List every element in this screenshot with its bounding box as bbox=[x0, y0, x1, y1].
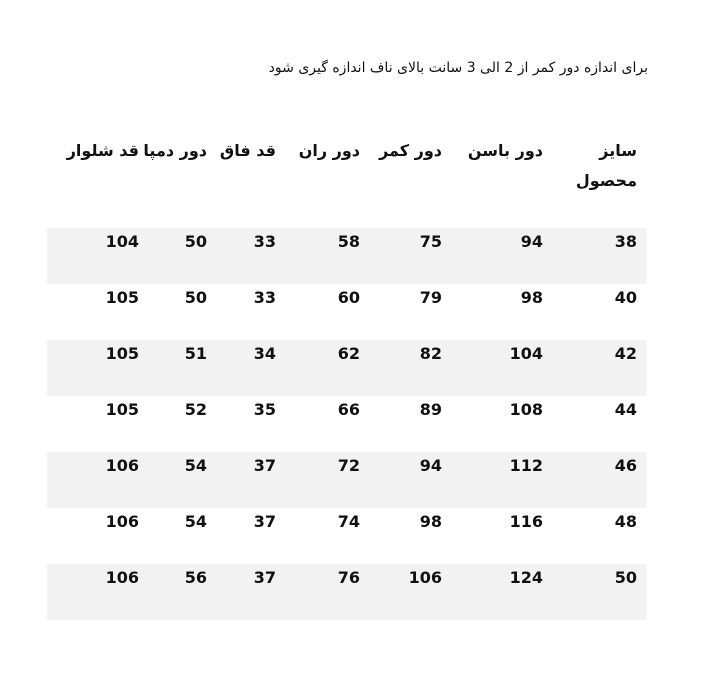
cell-waist: 98 bbox=[419, 512, 442, 531]
cell-pants-length: 104 bbox=[105, 232, 139, 251]
cell-hem: 52 bbox=[184, 400, 207, 419]
cell-size: 44 bbox=[614, 400, 637, 419]
cell-thigh: 60 bbox=[337, 288, 360, 307]
cell-thigh: 66 bbox=[337, 400, 360, 419]
cell-rise: 37 bbox=[253, 568, 276, 587]
table-header-row bbox=[47, 130, 647, 228]
cell-pants-length: 106 bbox=[105, 568, 139, 587]
cell-waist: 94 bbox=[419, 456, 442, 475]
cell-pants-length: 106 bbox=[105, 456, 139, 475]
cell-rise: 35 bbox=[253, 400, 276, 419]
cell-pants-length: 105 bbox=[105, 288, 139, 307]
cell-hip: 108 bbox=[509, 400, 543, 419]
cell-hem: 51 bbox=[184, 344, 207, 363]
cell-waist: 75 bbox=[419, 232, 442, 251]
cell-size: 46 bbox=[614, 456, 637, 475]
cell-hem: 54 bbox=[184, 456, 207, 475]
cell-hip: 112 bbox=[509, 456, 543, 475]
table-row bbox=[47, 452, 647, 508]
table-row bbox=[47, 508, 647, 564]
cell-hem: 56 bbox=[184, 568, 207, 587]
table-row bbox=[47, 564, 647, 620]
table-row bbox=[47, 228, 647, 284]
cell-hip: 124 bbox=[509, 568, 543, 587]
cell-waist: 106 bbox=[408, 568, 442, 587]
cell-thigh: 72 bbox=[337, 456, 360, 475]
cell-hem: 54 bbox=[184, 512, 207, 531]
cell-thigh: 58 bbox=[337, 232, 360, 251]
cell-thigh: 74 bbox=[337, 512, 360, 531]
cell-waist: 79 bbox=[419, 288, 442, 307]
table-row bbox=[47, 340, 647, 396]
header-rise: قد فاق bbox=[219, 141, 276, 160]
cell-rise: 33 bbox=[253, 232, 276, 251]
measurement-note: برای اندازه دور کمر از 2 الی 3 سانت بالای ناف اندازه گیری شود bbox=[268, 60, 648, 76]
header-product-size: سایز محصول bbox=[575, 141, 637, 190]
cell-size: 48 bbox=[614, 512, 637, 531]
header-waist: دور کمر bbox=[379, 141, 442, 160]
size-table bbox=[47, 130, 647, 620]
cell-hem: 50 bbox=[184, 288, 207, 307]
cell-rise: 34 bbox=[253, 344, 276, 363]
table-row bbox=[47, 284, 647, 340]
cell-rise: 37 bbox=[253, 456, 276, 475]
cell-hip: 116 bbox=[509, 512, 543, 531]
cell-rise: 33 bbox=[253, 288, 276, 307]
cell-hip: 94 bbox=[520, 232, 543, 251]
header-pants-length: قد شلوار bbox=[66, 141, 139, 160]
cell-size: 50 bbox=[614, 568, 637, 587]
cell-size: 40 bbox=[614, 288, 637, 307]
cell-hip: 104 bbox=[509, 344, 543, 363]
cell-pants-length: 105 bbox=[105, 344, 139, 363]
cell-pants-length: 105 bbox=[105, 400, 139, 419]
table-row bbox=[47, 396, 647, 452]
cell-size: 42 bbox=[614, 344, 637, 363]
cell-rise: 37 bbox=[253, 512, 276, 531]
header-thigh: دور ران bbox=[298, 141, 360, 160]
cell-pants-length: 106 bbox=[105, 512, 139, 531]
header-hem: دور دمپا bbox=[143, 141, 207, 160]
cell-size: 38 bbox=[614, 232, 637, 251]
cell-waist: 89 bbox=[419, 400, 442, 419]
cell-waist: 82 bbox=[419, 344, 442, 363]
cell-hem: 50 bbox=[184, 232, 207, 251]
header-hip: دور باسن bbox=[467, 141, 543, 160]
cell-thigh: 76 bbox=[337, 568, 360, 587]
cell-hip: 98 bbox=[520, 288, 543, 307]
cell-thigh: 62 bbox=[337, 344, 360, 363]
